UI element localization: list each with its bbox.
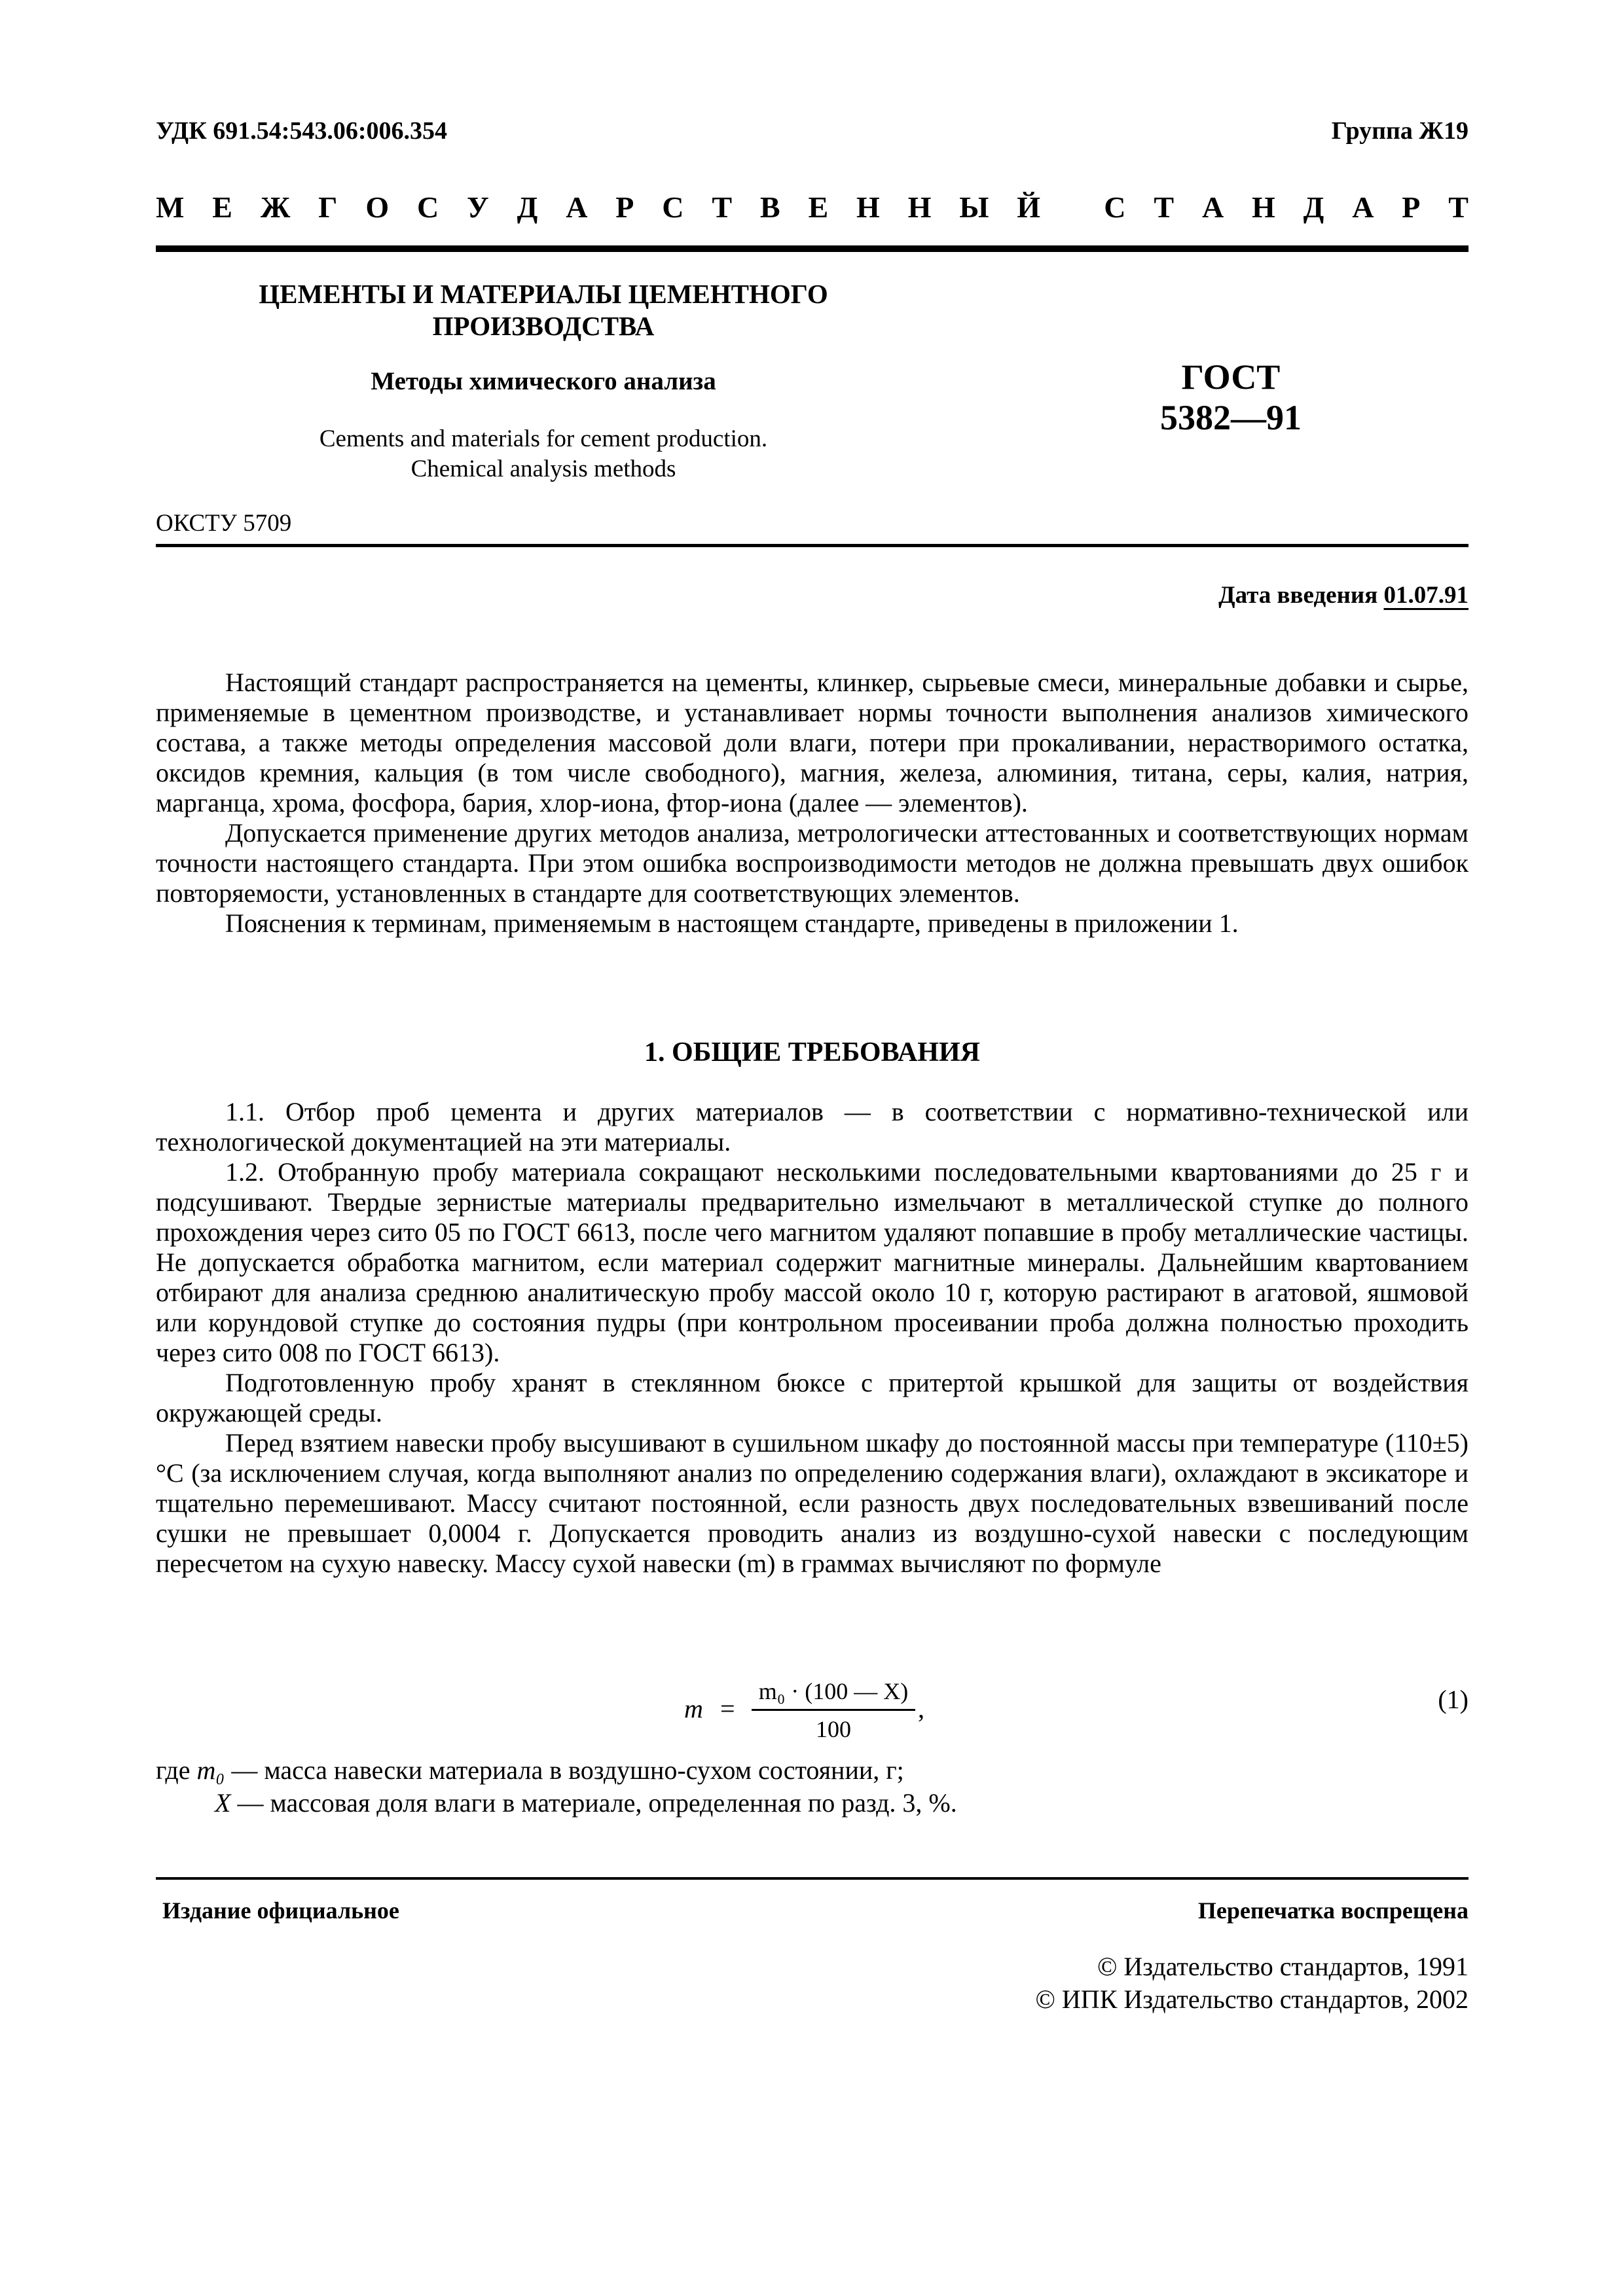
- heading-letter: А: [1352, 190, 1374, 224]
- heading-letter: Е: [212, 190, 232, 224]
- formula-numerator: m₀ · (100 — X): [758, 1678, 909, 1704]
- document-subtitle: Методы химического анализа: [371, 367, 716, 395]
- formula-number: (1): [1438, 1685, 1468, 1714]
- english-title-line-2: Chemical analysis methods: [410, 456, 676, 482]
- header-rule: [156, 245, 1468, 252]
- heading-letter: Р: [1402, 190, 1421, 224]
- interstate-standard-heading: [156, 190, 1468, 224]
- legend-prefix: где: [156, 1755, 191, 1785]
- heading-letter: А: [1201, 190, 1224, 224]
- english-title: [196, 424, 890, 484]
- document-title: [196, 278, 890, 342]
- title-block-rule: [156, 544, 1468, 547]
- heading-letter: Ж: [260, 190, 291, 224]
- official-edition-note: Издание официальное: [162, 1897, 399, 1924]
- legend-description: — масса навески материала в воздушно-сухом состоянии, г;: [231, 1755, 904, 1785]
- heading-letter: Е: [808, 190, 829, 224]
- section-1-text: [156, 1097, 1468, 1579]
- legend-line-2: [156, 1787, 957, 1820]
- fraction-bar: [752, 1709, 915, 1711]
- group-code: Группа Ж19: [1331, 117, 1468, 145]
- heading-letter: Т: [1154, 190, 1175, 224]
- english-title-line-1: Cements and materials for cement production.: [319, 425, 768, 452]
- formula-lhs: m: [684, 1694, 703, 1723]
- heading-letter: Н: [856, 190, 880, 224]
- heading-letter: Ы: [959, 190, 989, 224]
- intro-text: [156, 668, 1468, 939]
- heading-letter: С: [416, 190, 439, 224]
- intro-paragraph: Допускается применение других методов анализа, метрологически аттестованных и соответствующих нормам точности настоящего стандарта. При этом ошибка воспроизводимости методов не должна превышать двух ошибок повторяемости, установленных в стандарте для соответствующих элементов.: [156, 818, 1468, 908]
- effective-date: [1218, 581, 1468, 609]
- heading-letter: Т: [712, 190, 733, 224]
- gost-code: 5382—91: [1160, 398, 1302, 437]
- clause-paragraph: 1.1. Отбор проб цемента и других материалов — в соответствии с нормативно-технической или технологической документацией на эти материалы.: [156, 1097, 1468, 1157]
- legend-symbol: m₀: [196, 1755, 225, 1785]
- legend-line-1: [156, 1754, 957, 1787]
- legend-symbol: X: [215, 1788, 231, 1818]
- intro-paragraph: Пояснения к терминам, применяемым в настоящем стандарте, приведены в приложении 1.: [225, 908, 1239, 938]
- formula-comma: ,: [918, 1694, 924, 1723]
- heading-letter: В: [759, 190, 780, 224]
- heading-letter: Н: [1252, 190, 1275, 224]
- clause-paragraph: Подготовленную пробу хранят в стеклянном бюксе с притертой крышкой для защиты от воздействия окружающей среды.: [156, 1368, 1468, 1427]
- heading-letter: М: [156, 190, 185, 224]
- heading-letter: Т: [1448, 190, 1468, 224]
- gost-number: [1054, 357, 1408, 438]
- heading-letter: А: [566, 190, 588, 224]
- clause-paragraph: 1.2. Отобранную пробу материала сокращают несколькими последовательными квартованиями до 25 г и подсушивают. Твердые зернистые материалы предварительно измельчают в металлической ступке до полного прохождения через сито 05 по ГОСТ 6613, после чего магнитом удаляют попавшие в пробу металлические частицы. Не допускается обработка магнитом, если материал содержит магнитные минералы. Дальнейшим квартованием отбирают для анализа среднюю аналитическую пробу массой около 10 г, которую растирают в агатовой, яшмовой или корундовой ступке до состояния пудры (при контрольном просеивании проба должна полностью проходить через сито 008 по ГОСТ 6613).: [156, 1157, 1468, 1367]
- formula-equals: =: [720, 1694, 735, 1723]
- formula-denominator: 100: [816, 1716, 851, 1742]
- formula-legend: [156, 1754, 957, 1820]
- footer-rule: [156, 1877, 1468, 1880]
- heading-letter: О: [365, 190, 390, 224]
- reprint-prohibited-note: Перепечатка воспрещена: [1197, 1897, 1468, 1924]
- title-line-1: ЦЕМЕНТЫ И МАТЕРИАЛЫ ЦЕМЕНТНОГО: [259, 279, 828, 309]
- copyright-block: [1036, 1950, 1468, 2016]
- okstu-code: ОКСТУ 5709: [156, 510, 292, 537]
- heading-letter: С: [662, 190, 684, 224]
- heading-word-gap: [1068, 190, 1076, 224]
- section-heading: 1. ОБЩИЕ ТРЕБОВАНИЯ: [644, 1037, 980, 1067]
- copyright-line: © Издательство стандартов, 1991: [1097, 1952, 1468, 1981]
- heading-letter: С: [1104, 190, 1126, 224]
- gost-label: ГОСТ: [1181, 357, 1281, 397]
- title-line-2: ПРОИЗВОДСТВА: [432, 311, 655, 341]
- intro-paragraph: Настоящий стандарт распространяется на цементы, клинкер, сырьевые смеси, минеральные добавки и сырье, применяемые в цементном производстве, и устанавливает нормы точности выполнения анализов химического состава, а также методы определения массовой доли влаги, потери при прокаливании, нерастворимого остатка, оксидов кремния, кальция (в том числе свободного), магния, железа, алюминия, титана, серы, калия, натрия, марганца, хрома, фосфора, бария, хлор-иона, фтор-иона (далее — элементов).: [156, 668, 1468, 817]
- effective-date-label: Дата введения: [1218, 582, 1378, 609]
- heading-letter: Д: [1303, 190, 1324, 224]
- effective-date-value: 01.07.91: [1383, 582, 1468, 609]
- heading-letter: Р: [615, 190, 634, 224]
- udk-code: УДК 691.54:543.06:006.354: [156, 117, 448, 145]
- heading-letter: Д: [517, 190, 538, 224]
- heading-letter: Й: [1017, 190, 1041, 224]
- legend-description: — массовая доля влаги в материале, определенная по разд. 3, %.: [237, 1788, 957, 1818]
- heading-letter: Г: [318, 190, 338, 224]
- copyright-line: © ИПК Издательство стандартов, 2002: [1035, 1984, 1468, 2014]
- heading-letter: Н: [907, 190, 932, 224]
- clause-paragraph: Перед взятием навески пробу высушивают в сушильном шкафу до постоянной массы при температуре (110±5) °С (за исключением случая, когда выполняют анализ по определению содержания влаги), охлаждают в эксикаторе и тщательно перемешивают. Массу считают постоянной, если разность двух последовательных взвешиваний после сушки не превышает 0,0004 г. Допускается проводить анализ из воздушно-сухой навески с последующим пересчетом на сухую навеску. Массу сухой навески (m) в граммах вычисляют по формуле: [156, 1428, 1468, 1578]
- heading-letter: У: [467, 190, 489, 224]
- formula-1: [0, 1677, 1623, 1756]
